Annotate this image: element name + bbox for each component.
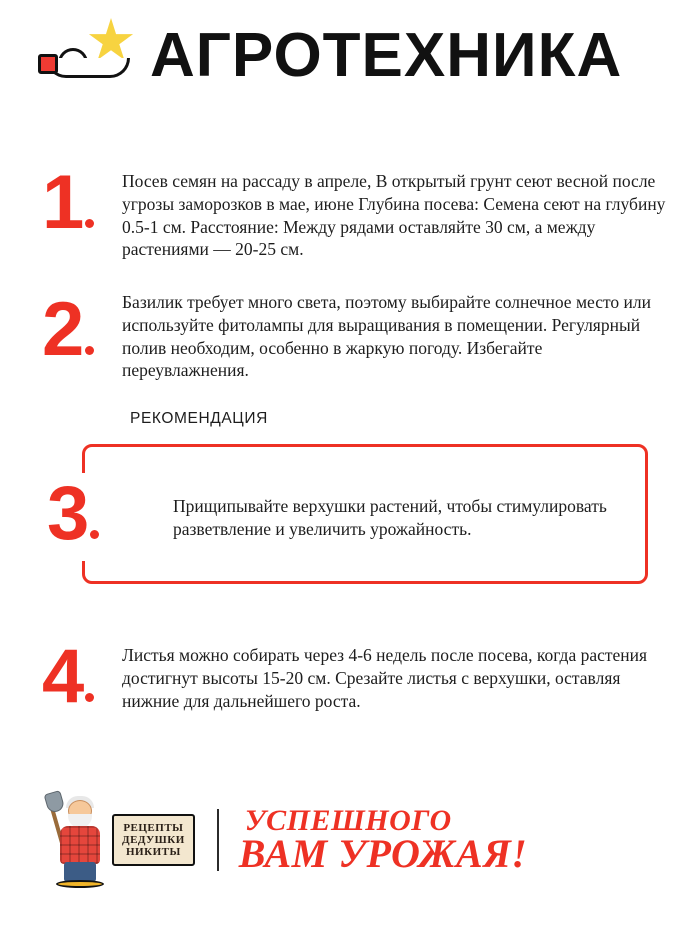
- hand-with-star-icon: [36, 18, 144, 90]
- slogan-line-1: УСПЕШНОГО: [244, 803, 452, 837]
- logo-line-3: НИКИТЫ: [126, 846, 181, 859]
- step-dot: [85, 693, 94, 702]
- logo-line-1: РЕЦЕПТЫ: [123, 821, 184, 834]
- hand-cuff: [38, 54, 58, 74]
- page-title: АГРОТЕХНИКА: [150, 21, 623, 90]
- step-text-1: Посев семян на рассаду в апреле, В открытый грунт сеют весной после угрозы заморозков в мае, июне Глубина посева: Семена сеют на глубину 0.5-1 см. Расстояние: Между рядами оставляйте 30 см, а между растениями — 20-25 см.: [122, 171, 666, 260]
- footer-divider: [217, 809, 219, 871]
- step-number-2: 2: [34, 287, 122, 361]
- step-item-4: [34, 634, 666, 719]
- logo-badge: [112, 814, 195, 867]
- step-text-3: Прищипывайте верхушки растений, чтобы стимулировать разветвление и увеличить урожайность.: [173, 496, 607, 539]
- page-footer: [0, 785, 700, 895]
- grandpa-trousers: [64, 862, 96, 882]
- step-number-4: 4: [34, 640, 122, 708]
- step-item-2: [34, 287, 666, 382]
- step-number-1: 1: [34, 166, 122, 234]
- grandpa-base: [56, 880, 104, 888]
- step-text-2: Базилик требует много света, поэтому выбирайте солнечное место или используйте фитолампы для выращивания в помещении. Регулярный полив необходим, особенно в жаркую погоду. Избегайте переувлажнения.: [122, 292, 651, 381]
- recommendation-label: РЕКОМЕНДАЦИЯ: [130, 410, 268, 427]
- step-text-4: Листья можно собирать через 4-6 недель после посева, когда растения достигнут высоты 15-20 см. Срезайте листья с верхушки, оставляя нижние для дальнейшего роста.: [122, 645, 648, 711]
- step-dot: [90, 530, 99, 539]
- hand-palm: [46, 58, 130, 78]
- shovel-blade-icon: [44, 790, 66, 814]
- brand-logo: [48, 792, 195, 888]
- logo-line-2: ДЕДУШКИ: [122, 833, 185, 846]
- grandpa-shirt-pattern: [60, 826, 100, 864]
- step-number-3: 3: [37, 473, 173, 545]
- grandpa-illustration-icon: [48, 792, 110, 888]
- footer-slogan: [238, 803, 528, 877]
- step-dot: [85, 219, 94, 228]
- hand-icon: [38, 48, 130, 82]
- steps-list: [0, 86, 700, 719]
- page-header: [0, 0, 700, 90]
- slogan-line-2: ВАМ УРОЖАЯ!: [238, 831, 528, 877]
- step-item-3: [37, 471, 645, 556]
- step-dot: [85, 346, 94, 355]
- recommendation-frame: [47, 444, 648, 584]
- step-item-1: [34, 160, 666, 261]
